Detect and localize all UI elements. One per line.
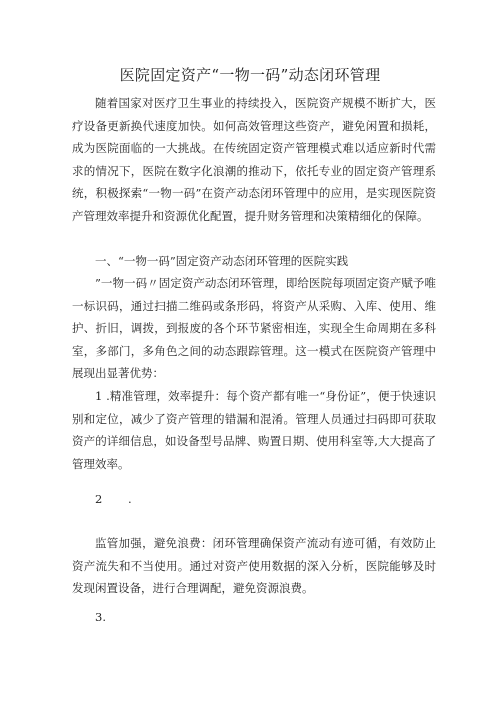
list-item-2-paragraph: 监管加强，避免浪费：闭环管理确保资产流动有迹可循，有效防止资产流失和不当使用。通过对资产使用数据的深入分析，医院能够及时发现闲置设备，进行合理调配，避免资源浪费。 <box>72 536 436 595</box>
document-title: 医院固定资产“一物一码”动态闭环管理 <box>119 66 381 84</box>
intro-paragraph: 随着国家对医疗卫生事业的持续投入，医院资产规模不断扩大，医疗设备更新换代速度加快。如何高效管理这些资产，避免闲置和损耗，成为医院面临的一大挑战。在传统固定资产管理模式难以适应新时代需求的情况下，医院在数字化浪潮的推动下，依托专业的固定资产管理系统，积极探索“一物一码”在资产动态闭环管理中的应用，是实现医院资产管理效率提升和资源优化配置，提升财务管理和决策精细化的保障。 <box>72 96 436 223</box>
list-item-2-dot: . <box>128 492 132 506</box>
list-item-3-number: 3. <box>95 610 106 624</box>
practice-paragraph: ”一物一码〃固定资产动态闭环管理，即给医院每项固定资产赋予唯一标识码，通过扫描二维码或条形码，将资产从采购、入库、使用、维护、折旧，调拨，到报废的各个环节紧密相连，实现全生命周期在多科室，多部门，多角色之间的动态跟踪管理。这一模式在医院资产管理中展现出显著优势： <box>72 276 436 380</box>
list-item-1: 1 .精准管理，效率提升：每个资产都有唯一“身份证”，便于快速识别和定位，减少了资产管理的错漏和混淆。管理人员通过扫码即可获取资产的详细信息，如设备型号品牌、购置日期、使用科室等,大大提高了管理效率。 <box>72 389 436 471</box>
section-heading: 一、“一物一码”固定资产动态闭环管理的医院实践 <box>95 254 349 268</box>
list-item-2-number: 2 <box>95 492 103 506</box>
